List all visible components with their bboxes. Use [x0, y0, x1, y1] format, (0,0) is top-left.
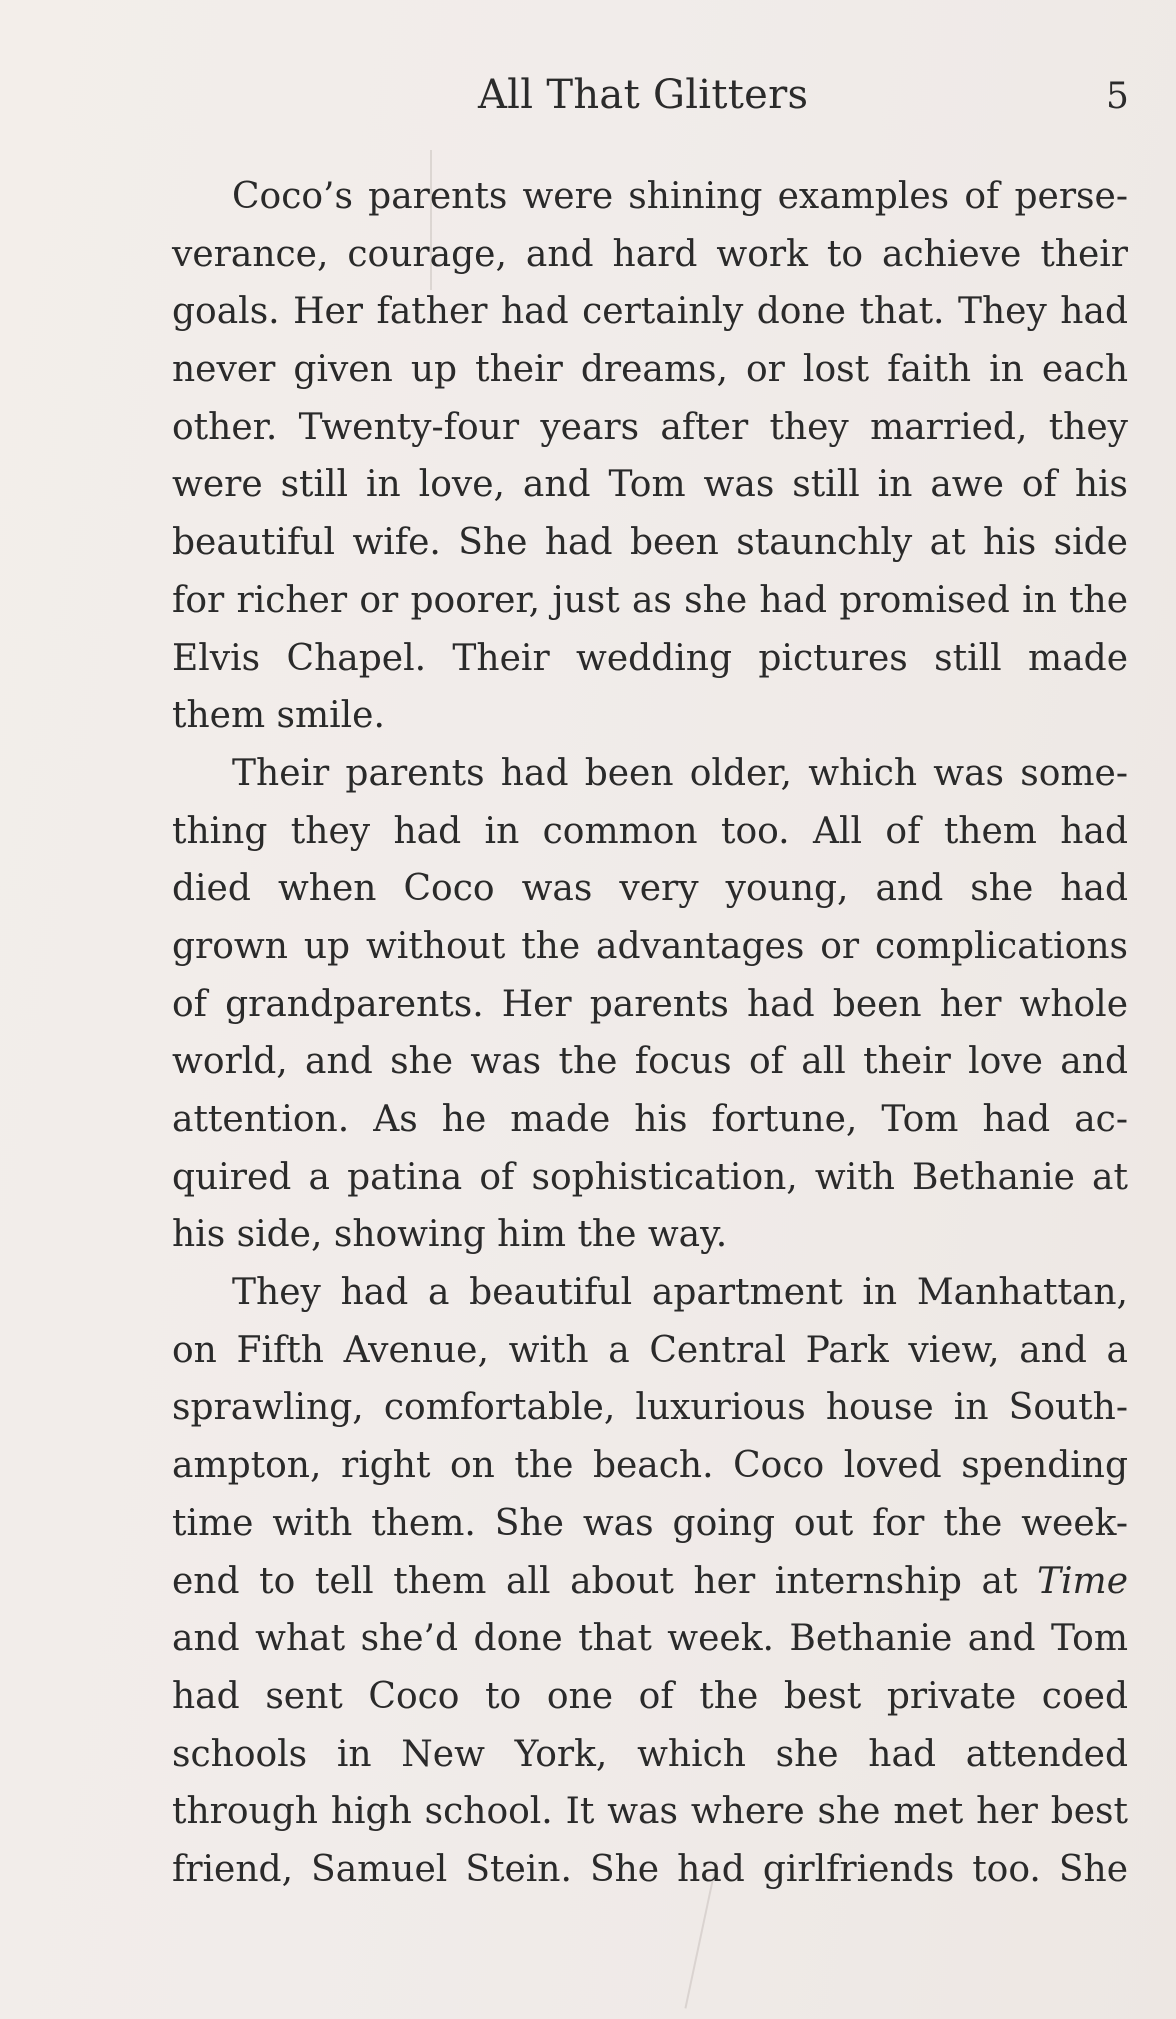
text-line: on Fifth Avenue, with a Central Park view, and a — [172, 1329, 1128, 1371]
text-line: Coco’s parents were shining examples of perse- — [232, 176, 1128, 217]
running-title: All That Glitters — [478, 72, 809, 118]
body-text — [172, 168, 1128, 1899]
text-line: grown up without the advantages or complications — [172, 925, 1128, 967]
paragraph-1 — [172, 168, 1128, 745]
text-line: other. Twenty-four years after they married, they — [172, 406, 1128, 448]
text-line: time with them. She was going out for the week- — [172, 1502, 1128, 1544]
text-line: They had a beautiful apartment in Manhattan, — [232, 1272, 1128, 1314]
text-line: quired a patina of sophistication, with Bethanie at — [172, 1156, 1128, 1198]
text-line-start: end to tell them all about her internship at — [172, 1560, 1018, 1602]
text-line-with-italic — [172, 1553, 1128, 1611]
text-line: of grandparents. Her parents had been her whole — [172, 983, 1128, 1025]
text-line: died when Coco was very young, and she had — [172, 868, 1128, 910]
text-line: world, and she was the focus of all their love and — [172, 1041, 1128, 1083]
paragraph-3 — [172, 1264, 1128, 1899]
text-line: for richer or poorer, just as she had promised in the — [172, 579, 1128, 621]
text-line: verance, courage, and hard work to achieve their — [172, 233, 1128, 275]
text-line: sprawling, comfortable, luxurious house in South- — [172, 1387, 1128, 1429]
text-line: schools in New York, which she had attended — [172, 1733, 1128, 1775]
text-line: and what she’d done that week. Bethanie and Tom — [172, 1618, 1128, 1660]
paragraph-2 — [172, 745, 1128, 1264]
text-line: them smile. — [172, 695, 385, 737]
text-line: were still in love, and Tom was still in awe of his — [172, 464, 1128, 506]
text-line: goals. Her father had certainly done that. They had — [172, 291, 1128, 333]
running-head — [0, 72, 1176, 132]
italic-magazine-title: Time — [1037, 1560, 1128, 1602]
text-line: his side, showing him the way. — [172, 1214, 728, 1256]
text-line: never given up their dreams, or lost faith in each — [172, 349, 1128, 391]
text-line: ampton, right on the beach. Coco loved spending — [172, 1445, 1128, 1487]
text-line: friend, Samuel Stein. She had girlfriends too. She — [172, 1848, 1128, 1890]
text-line: thing they had in common too. All of them had — [172, 810, 1128, 852]
text-line: beautiful wife. She had been staunchly at his side — [172, 522, 1128, 564]
text-line: had sent Coco to one of the best private coed — [172, 1675, 1128, 1717]
text-line: Their parents had been older, which was some- — [232, 752, 1128, 794]
text-line: attention. As he made his fortune, Tom had ac- — [172, 1099, 1128, 1140]
page-number: 5 — [1106, 76, 1129, 117]
text-line: through high school. It was where she met her best — [172, 1791, 1128, 1833]
text-line: Elvis Chapel. Their wedding pictures still made — [172, 637, 1128, 679]
